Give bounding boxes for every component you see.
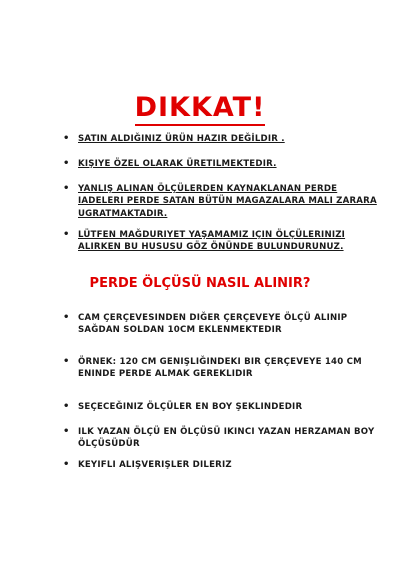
bullet-icon: • bbox=[63, 401, 70, 412]
list-item: • LÜTFEN MAĞDURIYET YAŞAMAMIZ IÇIN ÖLÇÜLERINIZI ALIRKEN BU HUSUSU GÖZ ÖNÜNDE BULUNDURUNUZ. bbox=[63, 229, 346, 253]
bullet-icon: • bbox=[63, 158, 70, 169]
section-title: PERDE ÖLÇÜSÜ NASIL ALINIR? bbox=[89, 276, 311, 291]
bullet-icon: • bbox=[63, 133, 70, 144]
list-item: • SATIN ALDIĞINIZ ÜRÜN HAZIR DEĞİLDIR . bbox=[63, 133, 285, 144]
bullet-icon: • bbox=[63, 356, 70, 367]
list-item: • SEÇECEĞINIZ ÖLÇÜLER EN BOY ŞEKLINDEDIR bbox=[63, 401, 303, 412]
bullet-icon: • bbox=[63, 426, 70, 437]
bullet-icon: • bbox=[63, 183, 70, 194]
list-item: • YANLIŞ ALINAN ÖLÇÜLERDEN KAYNAKLANAN PERDE IADELERI PERDE SATAN BÜTÜN MAGAZALARA MALI ZARARA UGRATMAKTADIR. bbox=[63, 183, 377, 219]
list-item: • KIŞIYE ÖZEL OLARAK ÜRETILMEKTEDIR. bbox=[63, 158, 277, 169]
bullet-icon: • bbox=[63, 312, 70, 323]
page-title-text: DIKKAT! bbox=[135, 92, 266, 126]
list-item: • KEYIFLI ALIŞVERIŞLER DILERIZ bbox=[63, 459, 232, 470]
list-item: • ILK YAZAN ÖLÇÜ EN ÖLÇÜSÜ IKINCI YAZAN HERZAMAN BOY ÖLÇÜSÜDÜR bbox=[63, 426, 375, 450]
list-item: • CAM ÇERÇEVESINDEN DIĞER ÇERÇEVEYE ÖLÇÜ ALINIP SAĞDAN SOLDAN 10CM EKLENMEKTEDIR bbox=[63, 312, 348, 336]
bullet-icon: • bbox=[63, 229, 70, 240]
bullet-icon: • bbox=[63, 459, 70, 470]
page-title bbox=[0, 92, 400, 123]
list-item: • ÖRNEK: 120 CM GENIŞLIĞINDEKI BIR ÇERÇEVEYE 140 CM ENINDE PERDE ALMAK GEREKLIDIR bbox=[63, 356, 362, 380]
